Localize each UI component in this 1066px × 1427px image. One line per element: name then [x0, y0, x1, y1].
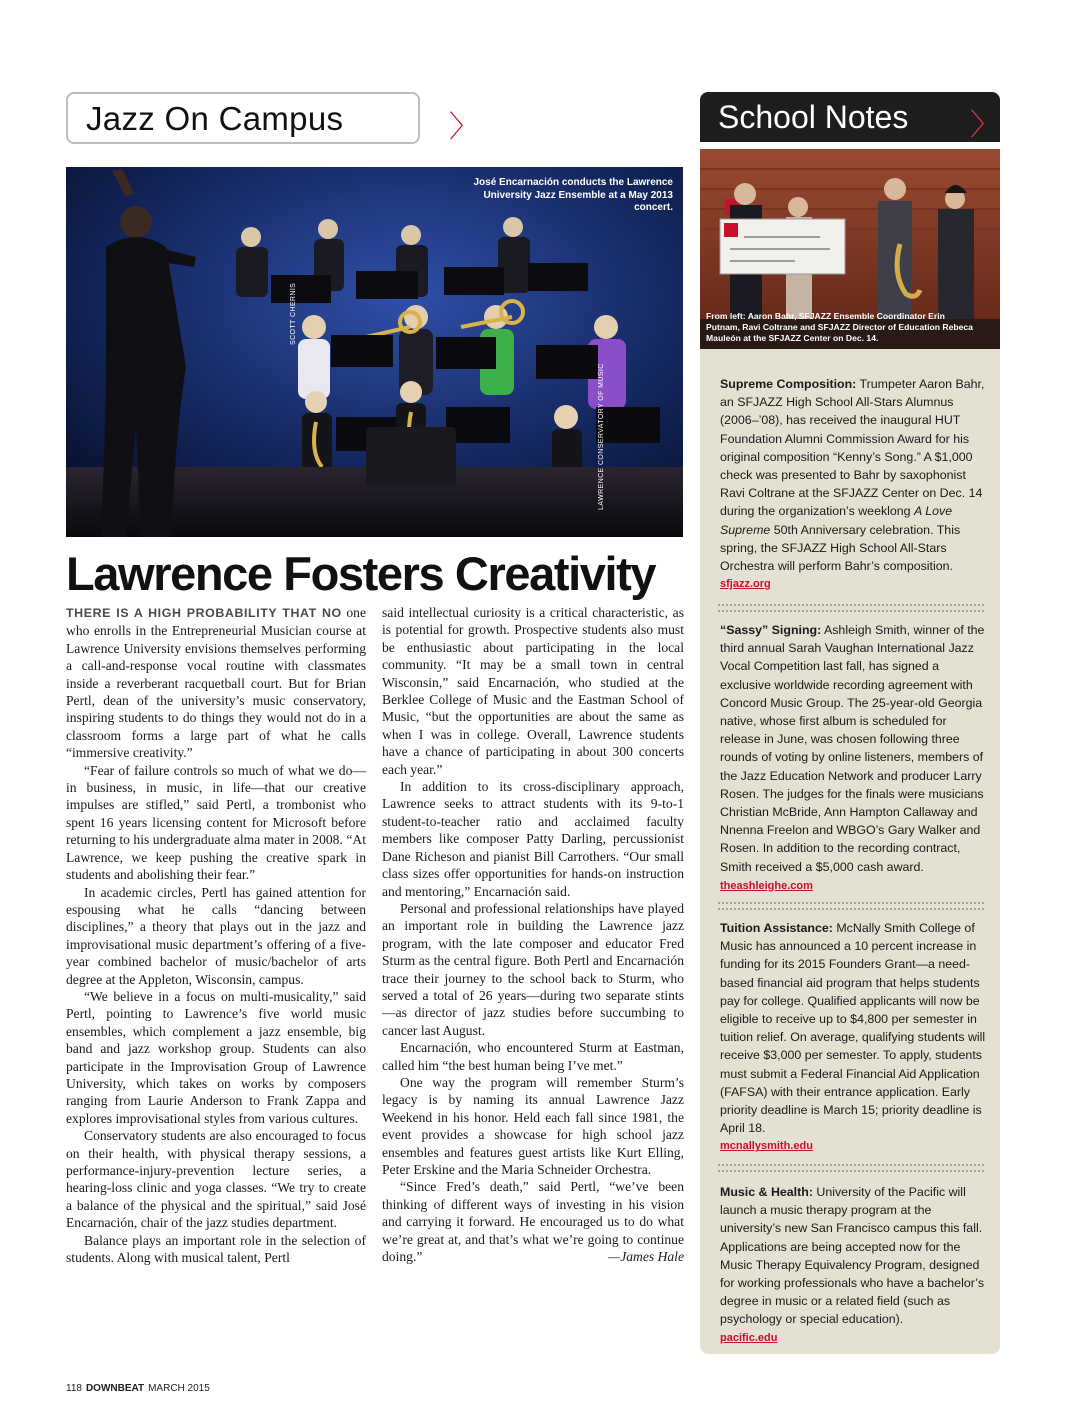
- paragraph-text: one who enrolls in the Entrepreneurial Musician course at Lawrence University envisions themselves performing a call-and-response vocal routine with classmates inside a reverberant racquetball court. But for Brian Pertl, dean of the university’s music conservatory, inspiring students to do things they would not do in a classroom forms a large part of what he calls “immersive creativity.”: [66, 605, 366, 761]
- note-link[interactable]: theashleighe.com: [720, 879, 813, 892]
- dotted-divider: [718, 1164, 984, 1166]
- page-number: 118: [66, 1383, 82, 1394]
- article-paragraph: [66, 604, 366, 762]
- note-italic-title: A Love Supreme: [720, 504, 953, 537]
- article-byline: —James Hale: [608, 1249, 684, 1265]
- article-column-2: [382, 604, 684, 1265]
- school-notes-photo: [700, 149, 1000, 349]
- note-item: [720, 375, 988, 593]
- dotted-divider: [718, 604, 984, 606]
- article-headline: Lawrence Fosters Creativity: [66, 547, 656, 600]
- school-notes-photo-credit: SCOTT CHERNIS: [290, 282, 297, 345]
- article-lead-in: THERE IS A HIGH PROBABILITY THAT NO: [66, 606, 342, 620]
- note-text: Ashleigh Smith, winner of the third annual Sarah Vaughan International Jazz Vocal Competition last fall, has signed a exclusive worldwide recording agreement with Concord Music Group. The 25-year-old Georgia native, whose first album is scheduled for release in June, was chosen following three rounds of voting by online listeners, members of the Jazz Education Network and producer Larry Rosen. The judges for the finals were musicians Christian McBride, Ann Hampton Callaway and Nnenna Freelon and WBGO’s Gary Walker and Rosen. In addition to the recording contract, Smith received a $5,000 cash award.: [720, 623, 985, 874]
- note-text: McNally Smith College of Music has announced a 10 percent increase in funding for its 2015 Founders Grant—a need-based financial aid program that helps students pay for college. Qualified applicants will now be eligible to receive up to $4,800 per semester in tuition relief. On average, qualifying students will receive $3,000 per semester. To apply, students must submit a Federal Financial Aid Application (FAFSA) with their entrance application. Early priority deadline is March 15; priority deadline is April 18.: [720, 921, 986, 1136]
- school-notes-photo-caption: From left: Aaron Bahr, SFJAZZ Ensemble Coordinator Erin Putnam, Ravi Coltrane and SFJAZZ Director of Education Rebeca Mauleón at the SFJAZZ Center on Dec. 14.: [706, 311, 973, 343]
- note-text: 50th Anniversary celebration. This spring, the SFJAZZ High School All-Stars Orchestra will perform Bahr’s composition.: [720, 522, 961, 574]
- article-paragraph: “Fear of failure controls so much of what we do—in business, in music, in life—that our creative impulses are stifled,” said Pertl, a trombonist who spent 16 years licensing content for Microsoft before returning to his undergraduate alma mater in 2008. “At Lawrence, we keep pushing the creative spark in students and abolishing their fear.”: [66, 762, 366, 883]
- note-heading: “Sassy” Signing:: [720, 623, 822, 637]
- article-paragraph: Personal and professional relationships have played an important role in building the Lawrence jazz program, with the late composer and educator Fred Sturm as the central figure. Both Pertl and Encarnación trace their journey to the school back to Sturm, who served a total of 26 years—during two separate stints—as director of jazz studies before succumbing to cancer last August.: [382, 900, 684, 1038]
- section-title: Jazz On Campus: [86, 100, 344, 137]
- article-column-1: [66, 604, 366, 1266]
- note-link[interactable]: sfjazz.org: [720, 578, 771, 591]
- note-heading: Supreme Composition:: [720, 377, 857, 391]
- note-link[interactable]: mcnallysmith.edu: [720, 1140, 813, 1153]
- main-photo: [66, 167, 683, 537]
- school-notes-tab: [700, 92, 1000, 142]
- chevron-right-icon: 〉: [970, 109, 1000, 142]
- note-text: Trumpeter Aaron Bahr, an SFJAZZ High School All-Stars Alumnus (2006–’08), has received the inaugural HUT Foundation Alumni Commission Award for his original composition “Kenny’s Song.” A $1,000 check was presented to Bahr by saxophonist Ravi Coltrane at the SFJAZZ Center on Dec. 14 during the organization’s weeklong: [720, 377, 985, 519]
- article-paragraph: [382, 1178, 684, 1265]
- article-paragraph: Balance plays an important role in the selection of students. Along with musical talent, Pertl: [66, 1232, 366, 1266]
- note-heading: Tuition Assistance:: [720, 921, 833, 935]
- note-item: [720, 621, 988, 895]
- school-notes-title: School Notes: [718, 99, 909, 135]
- page-footer: [66, 1383, 210, 1394]
- section-tab: [66, 92, 479, 144]
- main-photo-caption: José Encarnación conducts the Lawrence University Jazz Ensemble at a May 2013 concert.: [473, 177, 673, 213]
- article-paragraph: “We believe in a focus on multi-musicality,” said Pertl, pointing to Lawrence’s five world music ensembles, which complement a jazz ensemble, big band and jazz workshop group. Students can also participate in the Improvisation Group of Lawrence University, which takes on works by composers ranging from Laurie Anderson to Frank Zappa and explores improvisational styles from various cultures.: [66, 988, 366, 1126]
- chevron-right-icon: 〉: [449, 111, 479, 144]
- note-link[interactable]: pacific.edu: [720, 1331, 778, 1344]
- dotted-divider: [718, 1170, 984, 1172]
- article-paragraph: One way the program will remember Sturm’s legacy is by naming its annual Lawrence Jazz Weekend in his honor. Held each fall since 1981, the event provides a showcase for high school jazz ensembles and features guest artists like Kurt Elling, Peter Erskine and the Maria Schneider Orchestra.: [382, 1074, 684, 1177]
- article-paragraph: Encarnación, who encountered Sturm at Eastman, called him “the best human being I’ve met.”: [382, 1040, 684, 1073]
- note-heading: Music & Health:: [720, 1185, 813, 1199]
- jazz-ensemble-photo-illustration: [66, 167, 683, 537]
- note-text: University of the Pacific will launch a music therapy program at the university’s new San Francisco campus this fall. Applications are being accepted now for the Music Therapy Equivalency Program, designed for working professionals who have a bachelor’s degree in music or a related field (such as psychology or special education).: [720, 1185, 985, 1327]
- article-paragraph: Conservatory students are also encouraged to focus on their health, with physical therapy sessions, a performance-injury-prevention lecture series, a hearing-loss clinic and yoga classes. “We try to create a balance of the physical and the spiritual,” said José Encarnación, chair of the jazz studies department.: [66, 1128, 366, 1231]
- magazine-name: DOWNBEAT: [85, 1383, 145, 1394]
- note-item: [720, 919, 988, 1156]
- article-paragraph: In addition to its cross-disciplinary approach, Lawrence seeks to attract students with its 9-to-1 student-to-teacher ratio and acclaimed faculty members like composer Patty Darling, percussionist Dane Richeson and pianist Bill Carrothers. “Our small class sizes offer opportunities for hands-on instruction and mentoring,” Encarnación said.: [382, 779, 684, 899]
- issue-date: MARCH 2015: [148, 1383, 210, 1394]
- article-paragraph: In academic circles, Pertl has gained attention for espousing what he calls “dancing between disciplines,” a theory that plays out in the jazz and improvisational music department’s offering of a five-year combined bachelor of music/bachelor of arts degree at the Appleton, Wisconsin, campus.: [66, 884, 366, 987]
- school-notes-box: [700, 349, 1000, 1354]
- article-paragraph: said intellectual curiosity is a critical characteristic, as is potential for growth. Prospective students also must be enthusiastic about participating in the local community. “It may be a small town in central Wisconsin,” said Encarnación, who studied at the Berklee College of Music and the Eastman School of Music, “but the opportunities are about the same as when I was in college. Overall, Lawrence students have a chance of participating in about 300 concerts each year.”: [382, 605, 684, 777]
- note-item: [720, 1183, 988, 1347]
- main-photo-credit: LAWRENCE CONSERVATORY OF MUSIC: [598, 363, 605, 510]
- dotted-divider: [718, 610, 984, 612]
- paragraph-text: “Since Fred’s death,” said Pertl, “we’ve been thinking of different ways of investing in his vision and carrying it forward. He encouraged us to do what we’re great at, and that’s what we’re going to continue doing.”: [382, 1179, 684, 1265]
- dotted-divider: [718, 902, 984, 904]
- dotted-divider: [718, 908, 984, 910]
